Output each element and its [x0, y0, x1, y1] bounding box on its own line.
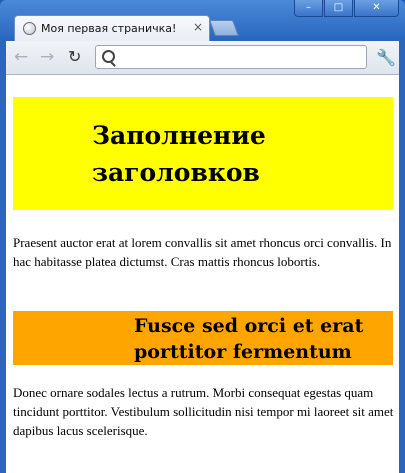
tab-title: Моя первая страничка!: [41, 22, 177, 35]
address-bar[interactable]: [95, 45, 367, 69]
browser-toolbar: [6, 41, 399, 75]
tab-strip: [0, 14, 405, 41]
paragraph-1: Praesent auctor erat at lorem convallis sit amet rhoncus orci convallis. In hac habitasse platea dictumst. Cras mattis rhoncus lobortis.: [13, 235, 392, 269]
page-content: [6, 75, 399, 473]
tab-close-icon[interactable]: ×: [192, 20, 203, 34]
forward-button[interactable]: →: [40, 47, 55, 67]
heading1-block: [13, 97, 393, 210]
tab-page[interactable]: [14, 15, 210, 41]
minimize-button[interactable]: –: [294, 0, 323, 17]
heading2-block: [13, 311, 393, 365]
wrench-menu-icon[interactable]: 🔧: [376, 48, 396, 67]
new-tab-button[interactable]: [209, 20, 239, 36]
maximize-button[interactable]: □: [324, 0, 353, 17]
reload-button[interactable]: ↻: [68, 47, 82, 66]
section-heading: Fusce sed orci et erat porttitor fermentum: [134, 315, 364, 363]
search-icon: [102, 50, 115, 63]
globe-icon: [23, 22, 36, 35]
page-heading: Заполнение заголовков: [92, 121, 266, 187]
close-window-button[interactable]: ✕: [354, 0, 399, 17]
back-button[interactable]: ←: [14, 47, 29, 67]
paragraph-2: Donec ornare sodales lectus a rutrum. Morbi consequat egestas quam tincidunt porttitor. Vestibulum sollicitudin nisi tempor mi laoreet sit amet dapibus lacus scelerisque.: [13, 385, 394, 438]
